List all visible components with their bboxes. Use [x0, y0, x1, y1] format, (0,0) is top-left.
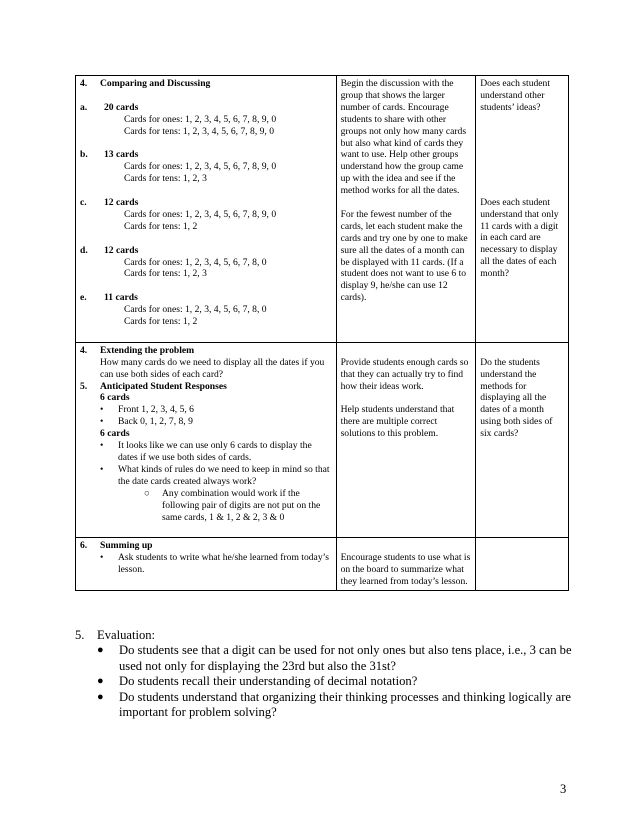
item-title: 12 cards — [104, 244, 139, 256]
item-title: 12 cards — [104, 197, 139, 209]
item-letter: b. — [80, 149, 88, 161]
cards-for-tens: Cards for tens: 1, 2, 3, 4, 5, 6, 7, 8, 9, 0 — [124, 125, 275, 137]
extension-question: How many cards do we need to display all the dates if you can use both sides of each card? — [100, 356, 325, 380]
front-digits: Front 1, 2, 3, 4, 5, 6 — [118, 404, 194, 416]
evaluation-section — [75, 628, 575, 720]
item-title: 20 cards — [104, 101, 139, 113]
lesson-plan-table — [75, 75, 569, 591]
response-text: What kinds of rules do we need to keep in mind so that the date cards created always work? — [118, 463, 330, 487]
response-title: 6 cards — [100, 428, 130, 440]
list-item: ● Do students understand that organizing their thinking processes and thinking logically are important for problem solving? — [75, 690, 575, 721]
teacher-support-cell — [336, 76, 476, 343]
evaluation-question: Do students see that a digit can be used for not only ones but also tens place, i.e., 3 can be used not only for displaying the 23rd but also the 31st? — [119, 643, 572, 673]
section-title: Comparing and Discussing — [100, 78, 211, 89]
evaluation-title: Evaluation: — [97, 628, 156, 642]
response-text: It looks like we can use only 6 cards to display the dates if we use both sides of cards. — [118, 440, 312, 463]
evaluation-question: Do students understand that organizing their thinking processes and thinking logically are important for problem solving? — [119, 689, 571, 720]
support-text: Provide students enough cards so that they can actually try to find how their ideas work. — [340, 356, 469, 392]
cards-for-ones: Cards for ones: 1, 2, 3, 4, 5, 6, 7, 8, 0 — [124, 304, 267, 316]
section-number: 6. — [80, 540, 88, 552]
rule-text: Any combination would work if the following pair of digits are not put on the same cards, 1 & 1, 2 & 2, 3 & 0 — [162, 487, 321, 523]
section-number: 4. — [80, 344, 88, 356]
assessment-text: Does each student understand that only 11 cards with a digit in each card are necessary to display all the dates of each month? — [480, 196, 559, 280]
page-number: 3 — [560, 782, 567, 796]
cards-for-tens: Cards for tens: 1, 2, 3 — [124, 173, 207, 185]
item-letter: d. — [80, 244, 88, 256]
support-text: Encourage students to use what is on the board to summarize what they learned from today’s lesson. — [340, 552, 471, 588]
teacher-support-cell — [336, 342, 476, 537]
response-title: 6 cards — [100, 392, 130, 404]
section-title: Summing up — [100, 540, 153, 552]
cards-for-ones: Cards for ones: 1, 2, 3, 4, 5, 6, 7, 8, 0 — [124, 256, 267, 268]
item-title: 11 cards — [104, 292, 138, 304]
activity-cell: 6. Summing up • Ask students to write what he/she learned from today’s lesson. — [76, 538, 337, 591]
cards-for-tens: Cards for tens: 1, 2, 3 — [124, 268, 207, 280]
cards-for-ones: Cards for ones: 1, 2, 3, 4, 5, 6, 7, 8, 9, 0 — [124, 113, 277, 125]
item-letter: e. — [80, 292, 87, 304]
table-row — [76, 76, 569, 343]
back-digits: Back 0, 1, 2, 7, 8, 9 — [118, 416, 193, 428]
section-title: Anticipated Student Responses — [100, 380, 227, 392]
cards-for-ones: Cards for ones: 1, 2, 3, 4, 5, 6, 7, 8, 9, 0 — [124, 208, 277, 220]
list-item: ● Do students see that a digit can be used for not only ones but also tens place, i.e., 3 can be used not only for displaying the 23rd but also the 31st? — [75, 643, 575, 674]
table-row — [76, 342, 569, 537]
cards-for-ones: Cards for ones: 1, 2, 3, 4, 5, 6, 7, 8, 9, 0 — [124, 161, 277, 173]
support-text: For the fewest number of the cards, let each student make the cards and try one by one to make sure all the dates of a month can be displayed with 11 cards. (If a student does not want to use 6 to display 9, he/she can use 12 cards). — [340, 208, 468, 304]
teacher-support-cell — [336, 538, 476, 591]
cards-for-tens: Cards for tens: 1, 2 — [124, 316, 198, 328]
activity-cell — [76, 76, 337, 343]
cards-for-tens: Cards for tens: 1, 2 — [124, 220, 198, 232]
response-text: Ask students to write what he/she learned from today’s lesson. — [118, 552, 330, 576]
section-number: 5. — [75, 628, 85, 642]
assessment-cell — [476, 342, 569, 537]
list-item: ● Do students recall their understanding of decimal notation? — [97, 674, 418, 689]
evaluation-question: Do students recall their understanding of decimal notation? — [119, 674, 418, 689]
assessment-text: Do the students understand the methods for displaying all the dates of a month using both sides of six cards? — [480, 356, 553, 440]
section-title: Extending the problem — [100, 344, 195, 356]
item-letter: a. — [80, 101, 88, 113]
assessment-cell — [476, 76, 569, 343]
section-number: 5. — [80, 380, 88, 392]
activity-cell: 4. Extending the problem How many cards do we need to display all the dates if you can use both sides of each card? 5. Anticipated Student Responses 6 cards • Front 1, 2, 3, 4, 5, 6 • Back 0, 1, 2, 7, 8, 9 6 cards • It looks like we can use only 6 cards to display the dates if we use both sides of cards. • What kinds of rules do we need to keep in mind so that the date cards created always work? ○ Any combination would work if the following pair of digits are not put on the same cards, 1 & 1, 2 & 2, 3 & 0 — [76, 342, 337, 537]
assessment-text: Does each student understand other students’ ideas? — [480, 78, 551, 113]
support-text: Begin the discussion with the group that shows the larger number of cards. Encourage students to share with other groups not only how many cards but also what kind of cards they want to use. Help other groups understand how the group came up with the idea and see if the method works for all the dates. — [340, 78, 467, 197]
assessment-cell — [476, 538, 569, 591]
item-letter: c. — [80, 197, 87, 209]
item-title: 13 cards — [104, 149, 139, 161]
table-row — [76, 538, 569, 591]
section-number: 4. — [80, 78, 88, 89]
support-text: Help students understand that there are multiple correct solutions to this problem. — [340, 404, 455, 440]
